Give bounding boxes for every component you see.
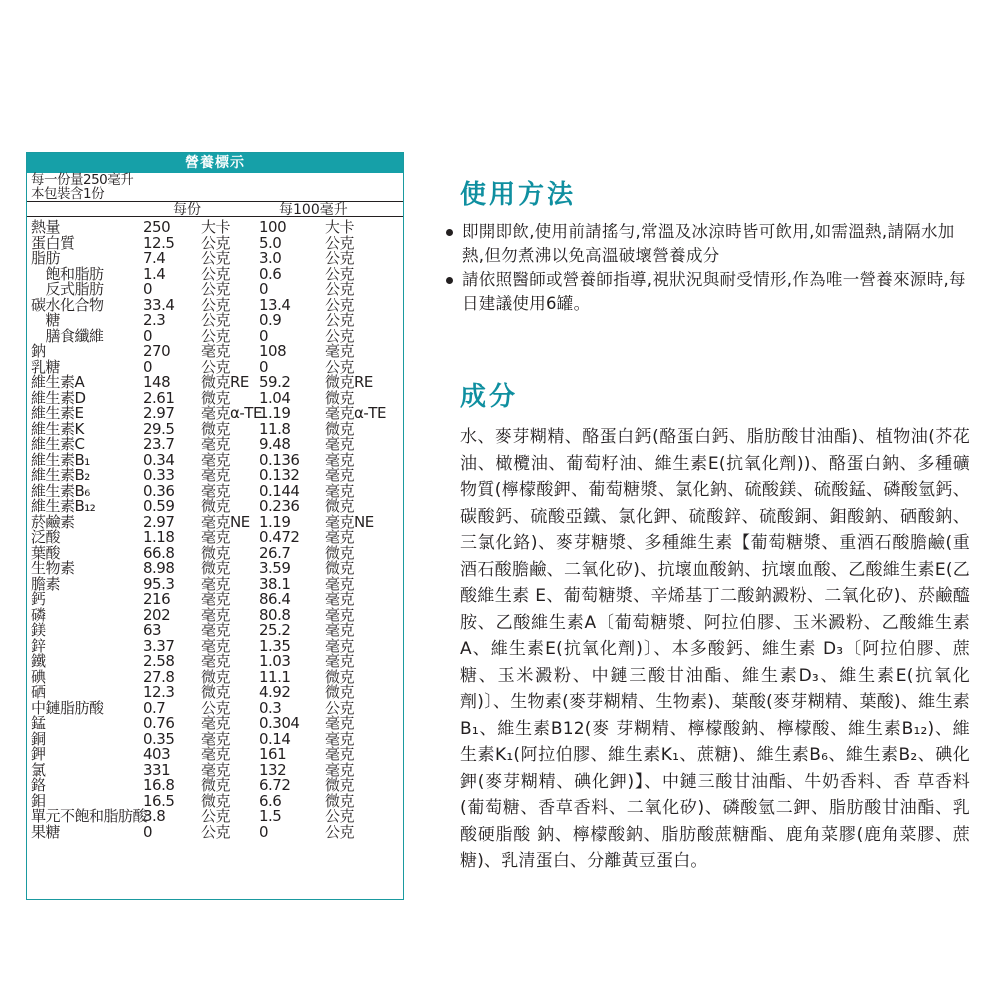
value-per-serving: 7.4 [143,249,166,267]
nutrient-name: 氯 [31,760,46,779]
value-per-100ml: 86.4 [259,590,291,608]
value-per-serving: 0 [143,357,153,376]
value-per-100ml: 1.19 [259,512,291,531]
value-per-serving: 0.34 [143,450,175,469]
value-per-100ml: 1.19 [259,404,291,422]
nutrient-name: 生物素 [31,559,75,577]
value-per-100ml: 25.2 [259,621,291,639]
unit-per-serving: 公克 [201,295,231,314]
value-per-100ml: 0 [259,280,269,298]
value-per-serving: 2.3 [143,311,166,329]
nutrient-name: 鋅 [31,636,46,655]
unit-per-serving: 微克RE [201,373,249,391]
unit-per-100ml: 微克 [325,543,355,562]
unit-per-100ml: 公克 [325,822,355,841]
unit-per-serving: 毫克 [201,636,231,655]
nutrient-name: 維生素B₆ [31,481,90,500]
value-per-serving: 0.59 [143,497,175,515]
unit-per-100ml: 公克 [325,698,355,717]
ingredients-text: 水、麥芽糊精、酪蛋白鈣(酪蛋白鈣、脂肪酸甘油酯)、植物油(芥花油、橄欖油、葡萄籽油、維生素E(抗氧化劑))、酪蛋白鈉、多種礦物質(檸檬酸鉀、葡萄糖漿、氯化鈉、硫酸鎂、硫酸錳、磷酸氫鈣、碳酸鈣、硫酸亞鐵、氯化鉀、硫酸鋅、硫酸銅、鉬酸鈉、硒酸鈉、三氯化鉻)、麥芽糖漿、多種維生素【葡萄糖漿、重酒石酸膽鹼(重酒石酸膽鹼、二氧化矽)、抗壞血酸鈉、抗壞血酸、乙酸維生素E(乙酸維生素 E、葡萄糖漿、辛烯基丁二酸鈉澱粉、二氧化矽)、菸鹼醯胺、乙酸維生素A〔葡萄糖漿、阿拉伯膠、玉米澱粉、乙酸維生素A、維生素E(抗氧化劑)〕、本多酸鈣、維生素 D₃〔阿拉伯膠、蔗糖、玉米澱粉、中鏈三酸甘油酯、維生素D₃、維生素E(抗氧化 劑)〕、生物素(麥芽糊精、生物素)、葉酸(麥芽糊精、葉酸)、維生素B₁、維生素B12(麥 芽糊精、檸檬酸鈉、檸檬酸、維生素B₁₂)、維生素K₁(阿拉伯膠、維生素K₁、蔗糖)、維生素B₆、維生素B₂、碘化鉀(麥芽糊精、碘化鉀)】、中鏈三酸甘油酯、牛奶香料、香 草香料(葡萄糖、香草香料、二氧化矽)、磷酸氫二鉀、脂肪酸甘油酯、乳酸硬脂酸 鈉、檸檬酸鈉、脂肪酸蔗糖酯、鹿角菜膠(鹿角菜膠、蔗糖)、乳清蛋白、分離黃豆蛋白。 [460,427,970,871]
unit-per-serving: 毫克 [201,652,231,670]
unit-per-serving: 公克 [201,698,231,717]
unit-per-100ml: 毫克 [325,652,355,670]
nutrition-label [26,152,404,900]
unit-per-100ml: 毫克 [325,435,355,453]
nutrient-name: 維生素K [31,419,84,438]
unit-per-100ml: 毫克 [325,729,355,748]
usage-item-text: 請依照醫師或營養師指導,視狀況與耐受情形,作為唯一營養來源時,每日建議使用6罐。 [462,270,966,313]
unit-per-serving: 微克 [201,791,231,810]
nutrition-serving-info [27,173,403,201]
ingredients-heading: 成分 [460,382,519,412]
value-per-100ml: 0.144 [259,481,300,500]
nutrient-name: 鐵 [31,652,46,670]
unit-per-serving: 毫克 [201,435,231,453]
value-per-100ml: 1.04 [259,388,291,407]
value-per-serving: 1.4 [143,264,166,283]
unit-per-100ml: 毫克 [325,745,355,763]
unit-per-100ml: 微克 [325,683,355,701]
nutrient-name: 銅 [31,729,46,748]
value-per-100ml: 11.8 [259,419,291,438]
value-per-serving: 403 [143,745,171,763]
unit-per-100ml: 微克RE [325,373,373,391]
value-per-100ml: 0.472 [259,528,300,546]
value-per-serving: 0 [143,280,153,298]
column-per-serving: 每份 [173,202,201,218]
usage-list [446,220,976,316]
unit-per-serving: 毫克α-TE [201,404,262,422]
unit-per-100ml: 微克 [325,388,355,407]
unit-per-serving: 毫克 [201,621,231,639]
value-per-serving: 29.5 [143,419,175,438]
unit-per-serving: 微克 [201,497,231,515]
unit-per-100ml: 公克 [325,326,355,345]
nutrition-row [27,822,403,841]
nutrition-rows [27,217,403,840]
unit-per-100ml: 微克 [325,776,355,794]
value-per-100ml: 0.6 [259,264,282,283]
nutrient-name: 維生素A [31,373,85,391]
unit-per-100ml: 毫克 [325,605,355,624]
unit-per-100ml: 毫克 [325,760,355,779]
value-per-100ml: 0 [259,822,269,841]
value-per-serving: 16.8 [143,776,175,794]
value-per-serving: 3.37 [143,636,175,655]
value-per-serving: 0.36 [143,481,175,500]
value-per-serving: 2.61 [143,388,175,407]
nutrient-name: 飽和脂肪 [31,264,104,283]
unit-per-100ml: 毫克 [325,528,355,546]
value-per-100ml: 161 [259,745,287,763]
unit-per-serving: 微克 [201,419,231,438]
nutrient-name: 磷 [31,605,46,624]
value-per-100ml: 0 [259,326,269,345]
unit-per-serving: 公克 [201,326,231,345]
unit-per-serving: 毫克 [201,745,231,763]
unit-per-serving: 毫克NE [201,512,250,531]
nutrient-name: 維生素E [31,404,84,422]
value-per-serving: 27.8 [143,667,175,686]
unit-per-serving: 毫克 [201,466,231,484]
unit-per-serving: 微克 [201,543,231,562]
unit-per-serving: 毫克 [201,574,231,593]
unit-per-serving: 毫克 [201,760,231,779]
value-per-100ml: 1.5 [259,807,282,825]
value-per-serving: 33.4 [143,295,175,314]
nutrient-name: 鎂 [31,621,46,639]
value-per-serving: 12.3 [143,683,175,701]
unit-per-serving: 微克 [201,388,231,407]
value-per-100ml: 0.136 [259,450,300,469]
nutrient-name: 硒 [31,683,46,701]
value-per-100ml: 9.48 [259,435,291,453]
bullet-icon [446,229,453,236]
nutrient-name: 果糖 [31,822,61,841]
unit-per-100ml: 公克 [325,357,355,376]
nutrient-name: 鉻 [31,776,46,794]
nutrient-name: 蛋白質 [31,233,75,252]
nutrient-name: 菸鹼素 [31,512,75,531]
nutrient-name: 膳食纖維 [31,326,104,345]
unit-per-serving: 毫克 [201,450,231,469]
unit-per-serving: 毫克 [201,528,231,546]
nutrient-name: 鉀 [31,745,46,763]
value-per-100ml: 4.92 [259,683,291,701]
value-per-100ml: 100 [259,218,287,236]
value-per-serving: 23.7 [143,435,175,453]
unit-per-100ml: 毫克 [325,590,355,608]
unit-per-serving: 公克 [201,233,231,252]
nutrient-name: 葉酸 [31,543,61,562]
value-per-100ml: 5.0 [259,233,282,252]
value-per-100ml: 108 [259,342,287,360]
nutrient-name: 維生素B₁₂ [31,497,96,515]
value-per-serving: 0.33 [143,466,175,484]
nutrient-name: 反式脂肪 [31,280,104,298]
bullet-icon [446,277,453,284]
nutrition-column-headers [27,201,403,217]
nutrient-name: 維生素B₁ [31,450,90,469]
nutrient-name: 膽素 [31,574,61,593]
unit-per-serving: 微克 [201,683,231,701]
unit-per-100ml: 公克 [325,311,355,329]
nutrient-name: 碘 [31,667,46,686]
unit-per-100ml: 微克 [325,667,355,686]
unit-per-serving: 公克 [201,357,231,376]
value-per-serving: 1.18 [143,528,175,546]
unit-per-100ml: 公克 [325,295,355,314]
value-per-100ml: 80.8 [259,605,291,624]
unit-per-serving: 毫克 [201,481,231,500]
unit-per-serving: 公克 [201,280,231,298]
value-per-serving: 12.5 [143,233,175,252]
value-per-serving: 95.3 [143,574,175,593]
value-per-100ml: 0.3 [259,698,282,717]
value-per-serving: 148 [143,373,171,391]
unit-per-serving: 微克 [201,776,231,794]
unit-per-100ml: 毫克 [325,342,355,360]
nutrient-name: 維生素B₂ [31,466,90,484]
unit-per-100ml: 毫克 [325,714,355,732]
unit-per-100ml: 微克 [325,419,355,438]
unit-per-100ml: 毫克 [325,450,355,469]
unit-per-serving: 公克 [201,822,231,841]
value-per-serving: 0 [143,822,153,841]
nutrient-name: 鈣 [31,590,46,608]
unit-per-100ml: 大卡 [325,218,355,236]
nutrient-name: 糖 [31,311,61,329]
servings-per-pack: 本包裝含1份 [31,186,105,202]
value-per-100ml: 6.72 [259,776,291,794]
usage-heading: 使用方法 [460,180,577,210]
nutrient-name: 鈉 [31,342,46,360]
value-per-serving: 66.8 [143,543,175,562]
value-per-100ml: 0.304 [259,714,300,732]
value-per-serving: 63 [143,621,162,639]
unit-per-serving: 公克 [201,807,231,825]
serving-size: 每一份量250毫升 [31,172,134,188]
nutrient-name: 單元不飽和脂肪酸 [31,807,148,825]
value-per-100ml: 13.4 [259,295,291,314]
value-per-serving: 0.7 [143,698,166,717]
nutrient-name: 維生素D [31,388,86,407]
unit-per-100ml: 公克 [325,249,355,267]
unit-per-serving: 微克 [201,667,231,686]
value-per-100ml: 3.59 [259,559,291,577]
unit-per-serving: 公克 [201,311,231,329]
nutrient-name: 維生素C [31,435,85,453]
unit-per-serving: 公克 [201,264,231,283]
value-per-serving: 0.35 [143,729,175,748]
unit-per-100ml: 公克 [325,233,355,252]
usage-item [446,220,976,268]
unit-per-serving: 毫克 [201,590,231,608]
nutrient-name: 中鏈脂肪酸 [31,698,104,717]
value-per-100ml: 1.03 [259,652,291,670]
value-per-100ml: 38.1 [259,574,291,593]
unit-per-serving: 毫克 [201,605,231,624]
unit-per-100ml: 毫克 [325,481,355,500]
unit-per-100ml: 毫克 [325,621,355,639]
value-per-serving: 3.8 [143,807,166,825]
nutrient-name: 乳糖 [31,357,61,376]
value-per-serving: 16.5 [143,791,175,810]
value-per-serving: 202 [143,605,171,624]
nutrition-title: 營養標示 [27,153,403,173]
value-per-serving: 250 [143,218,171,236]
column-per-100ml: 每100毫升 [279,202,348,218]
nutrient-name: 熱量 [31,218,61,236]
usage-item [446,268,976,316]
unit-per-100ml: 公克 [325,807,355,825]
unit-per-100ml: 微克 [325,559,355,577]
nutrient-name: 碳水化合物 [31,295,104,314]
nutrient-name: 泛酸 [31,528,61,546]
unit-per-serving: 毫克 [201,729,231,748]
unit-per-100ml: 微克 [325,497,355,515]
unit-per-serving: 大卡 [201,218,231,236]
unit-per-100ml: 毫克α-TE [325,404,386,422]
nutrient-name: 鉬 [31,791,46,810]
value-per-100ml: 1.35 [259,636,291,655]
unit-per-serving: 公克 [201,249,231,267]
value-per-serving: 2.97 [143,512,175,531]
unit-per-100ml: 毫克 [325,466,355,484]
unit-per-100ml: 公克 [325,264,355,283]
value-per-100ml: 0.132 [259,466,300,484]
value-per-100ml: 6.6 [259,791,282,810]
value-per-serving: 0 [143,326,153,345]
unit-per-serving: 毫克 [201,714,231,732]
value-per-100ml: 0.9 [259,311,282,329]
value-per-serving: 8.98 [143,559,175,577]
value-per-100ml: 132 [259,760,287,779]
value-per-serving: 0.76 [143,714,175,732]
value-per-100ml: 26.7 [259,543,291,562]
unit-per-100ml: 毫克NE [325,512,374,531]
value-per-100ml: 0.14 [259,729,291,748]
unit-per-serving: 微克 [201,559,231,577]
value-per-serving: 2.97 [143,404,175,422]
value-per-100ml: 0 [259,357,269,376]
usage-item-text: 即開即飲,使用前請搖勻,常溫及冰涼時皆可飲用,如需溫熱,請隔水加熱,但勿煮沸以免高溫破壞營養成分 [462,222,955,265]
value-per-100ml: 0.236 [259,497,300,515]
value-per-serving: 2.58 [143,652,175,670]
value-per-serving: 331 [143,760,171,779]
value-per-100ml: 11.1 [259,667,291,686]
value-per-serving: 216 [143,590,171,608]
nutrient-name: 錳 [31,714,46,732]
nutrient-name: 脂肪 [31,249,61,267]
unit-per-100ml: 毫克 [325,636,355,655]
unit-per-100ml: 公克 [325,280,355,298]
value-per-100ml: 59.2 [259,373,291,391]
unit-per-serving: 毫克 [201,342,231,360]
value-per-100ml: 3.0 [259,249,282,267]
unit-per-100ml: 毫克 [325,574,355,593]
unit-per-100ml: 微克 [325,791,355,810]
value-per-serving: 270 [143,342,171,360]
